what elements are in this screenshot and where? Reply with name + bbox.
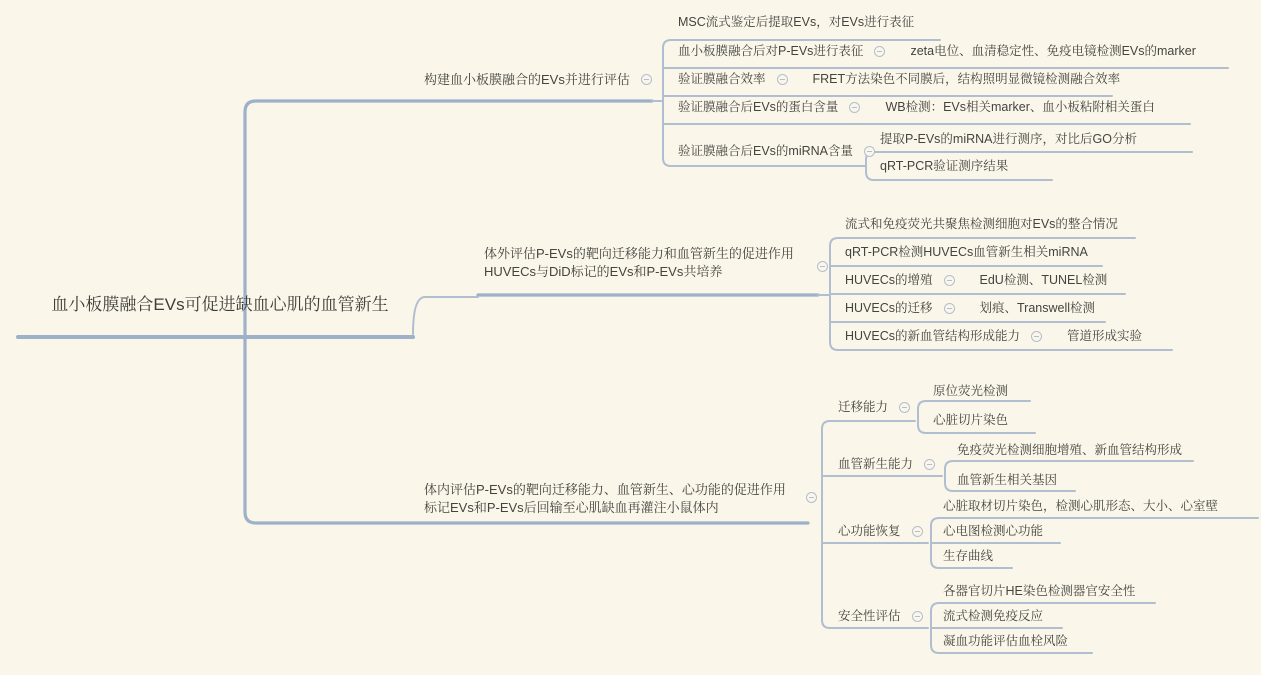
collapse-minus-icon[interactable] [944,303,955,314]
leaf-topic-coagulation-risk[interactable]: 凝血功能评估血栓风险 [943,634,1069,648]
sub-topic-huvec-proliferation[interactable] [845,273,1107,288]
leaf-topic-tube-assay[interactable]: 管道形成实验 [1067,329,1143,343]
collapse-minus-icon[interactable] [849,102,860,113]
collapse-minus-icon[interactable] [912,526,923,537]
leaf-topic-heart-morphology[interactable]: 心脏取材切片染色，检测心肌形态、大小、心室壁 [943,499,1219,513]
sub-topic-protein-content[interactable] [678,100,1155,115]
branch-topic-line1: 体外评估P-EVs的靶向迁移能力和血管新生的促进作用 [484,246,794,261]
sub-topic-mirna-content[interactable] [678,144,875,159]
collapse-minus-icon[interactable] [777,74,788,85]
sub-topic-label: HUVECs的迁移 [845,301,933,315]
collapse-minus-icon[interactable] [1031,331,1042,342]
leaf-topic-wb[interactable]: WB检测：EVs相关marker、血小板粘附相关蛋白 [885,100,1155,114]
leaf-topic-mirna-seq[interactable]: 提取P-EVs的miRNA进行测序，对比后GO分析 [880,132,1137,146]
collapse-minus-icon[interactable] [874,46,885,57]
sub-topic-label: HUVECs的增殖 [845,273,933,287]
leaf-topic-qrtpcr-verify[interactable]: qRT-PCR验证测序结果 [880,159,1009,173]
leaf-topic-insitu-fluorescence[interactable]: 原位荧光检测 [933,384,1009,398]
sub-topic-pevs-characterize[interactable] [678,44,1196,59]
sub-topic-tube-formation-ability[interactable] [845,329,1142,344]
branch-topic-build-pevs[interactable] [424,72,652,87]
leaf-topic-survival-curve[interactable]: 生存曲线 [943,549,994,563]
leaf-topic-zeta[interactable]: zeta电位、血清稳定性、免疫电镜检测EVs的marker [910,44,1196,58]
sub-topic-label: 验证膜融合效率 [678,72,766,86]
branch-topic-line2: HUVECs与DiD标记的EVs和P-EVs共培养 [484,264,723,279]
sub-topic-label: 安全性评估 [838,609,901,623]
sub-topic-huvec-migration[interactable] [845,301,1095,316]
sub-topic-migration-ability[interactable] [838,400,910,415]
leaf-topic-if-proliferation[interactable]: 免疫荧光检测细胞增殖、新血管结构形成 [957,443,1183,457]
branch-topic-line1: 体内评估P-EVs的靶向迁移能力、血管新生、心功能的促进作用 [424,482,786,497]
leaf-topic-immune-response[interactable]: 流式检测免疫反应 [943,609,1044,623]
sub-topic-label: 验证膜融合后EVs的蛋白含量 [678,100,839,114]
collapse-minus-icon[interactable] [641,74,652,85]
leaf-topic-heart-slice-stain[interactable]: 心脏切片染色 [933,413,1009,427]
branch-topic-invivo[interactable] [424,481,786,517]
leaf-topic-angiogenesis-genes[interactable]: 血管新生相关基因 [957,473,1058,487]
sub-topic-label: 验证膜融合后EVs的miRNA含量 [678,144,854,158]
collapse-minus-icon[interactable] [864,146,875,157]
sub-topic-label: 血管新生能力 [838,457,914,471]
sub-topic-label: 血小板膜融合后对P-EVs进行表征 [678,44,864,58]
collapse-minus-icon[interactable] [924,459,935,470]
branch-topic-line2: 标记EVs和P-EVs后回输至心肌缺血再灌注小鼠体内 [424,500,719,515]
sub-topic-msc-characterize[interactable]: MSC流式鉴定后提取EVs，对EVs进行表征 [678,15,915,29]
root-topic[interactable]: 血小板膜融合EVs可促进缺血心肌的血管新生 [51,295,389,314]
collapse-minus-icon[interactable] [817,261,828,272]
sub-topic-fusion-efficiency[interactable] [678,72,1120,87]
sub-topic-huvec-mirna[interactable]: qRT-PCR检测HUVECs血管新生相关miRNA [845,245,1088,259]
leaf-topic-edu[interactable]: EdU检测、TUNEL检测 [979,273,1108,287]
sub-topic-label: HUVECs的新血管结构形成能力 [845,329,1021,343]
branch-topic-label: 构建血小板膜融合的EVs并进行评估 [424,72,630,87]
sub-topic-angiogenesis-ability[interactable] [838,457,935,472]
leaf-topic-fret[interactable]: FRET方法染色不同膜后，结构照明显微镜检测融合效率 [812,72,1121,86]
collapse-minus-icon[interactable] [806,492,817,503]
sub-topic-ev-integration[interactable]: 流式和免疫荧光共聚焦检测细胞对EVs的整合情况 [845,217,1118,231]
branch-topic-invitro[interactable] [484,245,794,281]
collapse-minus-icon[interactable] [912,611,923,622]
leaf-topic-ecg[interactable]: 心电图检测心功能 [943,524,1044,538]
sub-topic-label: 心功能恢复 [838,524,901,538]
sub-topic-cardiac-recovery[interactable] [838,524,923,539]
collapse-minus-icon[interactable] [899,402,910,413]
leaf-topic-transwell[interactable]: 划痕、Transwell检测 [979,301,1096,315]
sub-topic-label: 迁移能力 [838,400,889,414]
leaf-topic-he-stain-organs[interactable]: 各器官切片HE染色检测器官安全性 [943,584,1136,598]
collapse-minus-icon[interactable] [944,275,955,286]
sub-topic-safety-evaluation[interactable] [838,609,923,624]
